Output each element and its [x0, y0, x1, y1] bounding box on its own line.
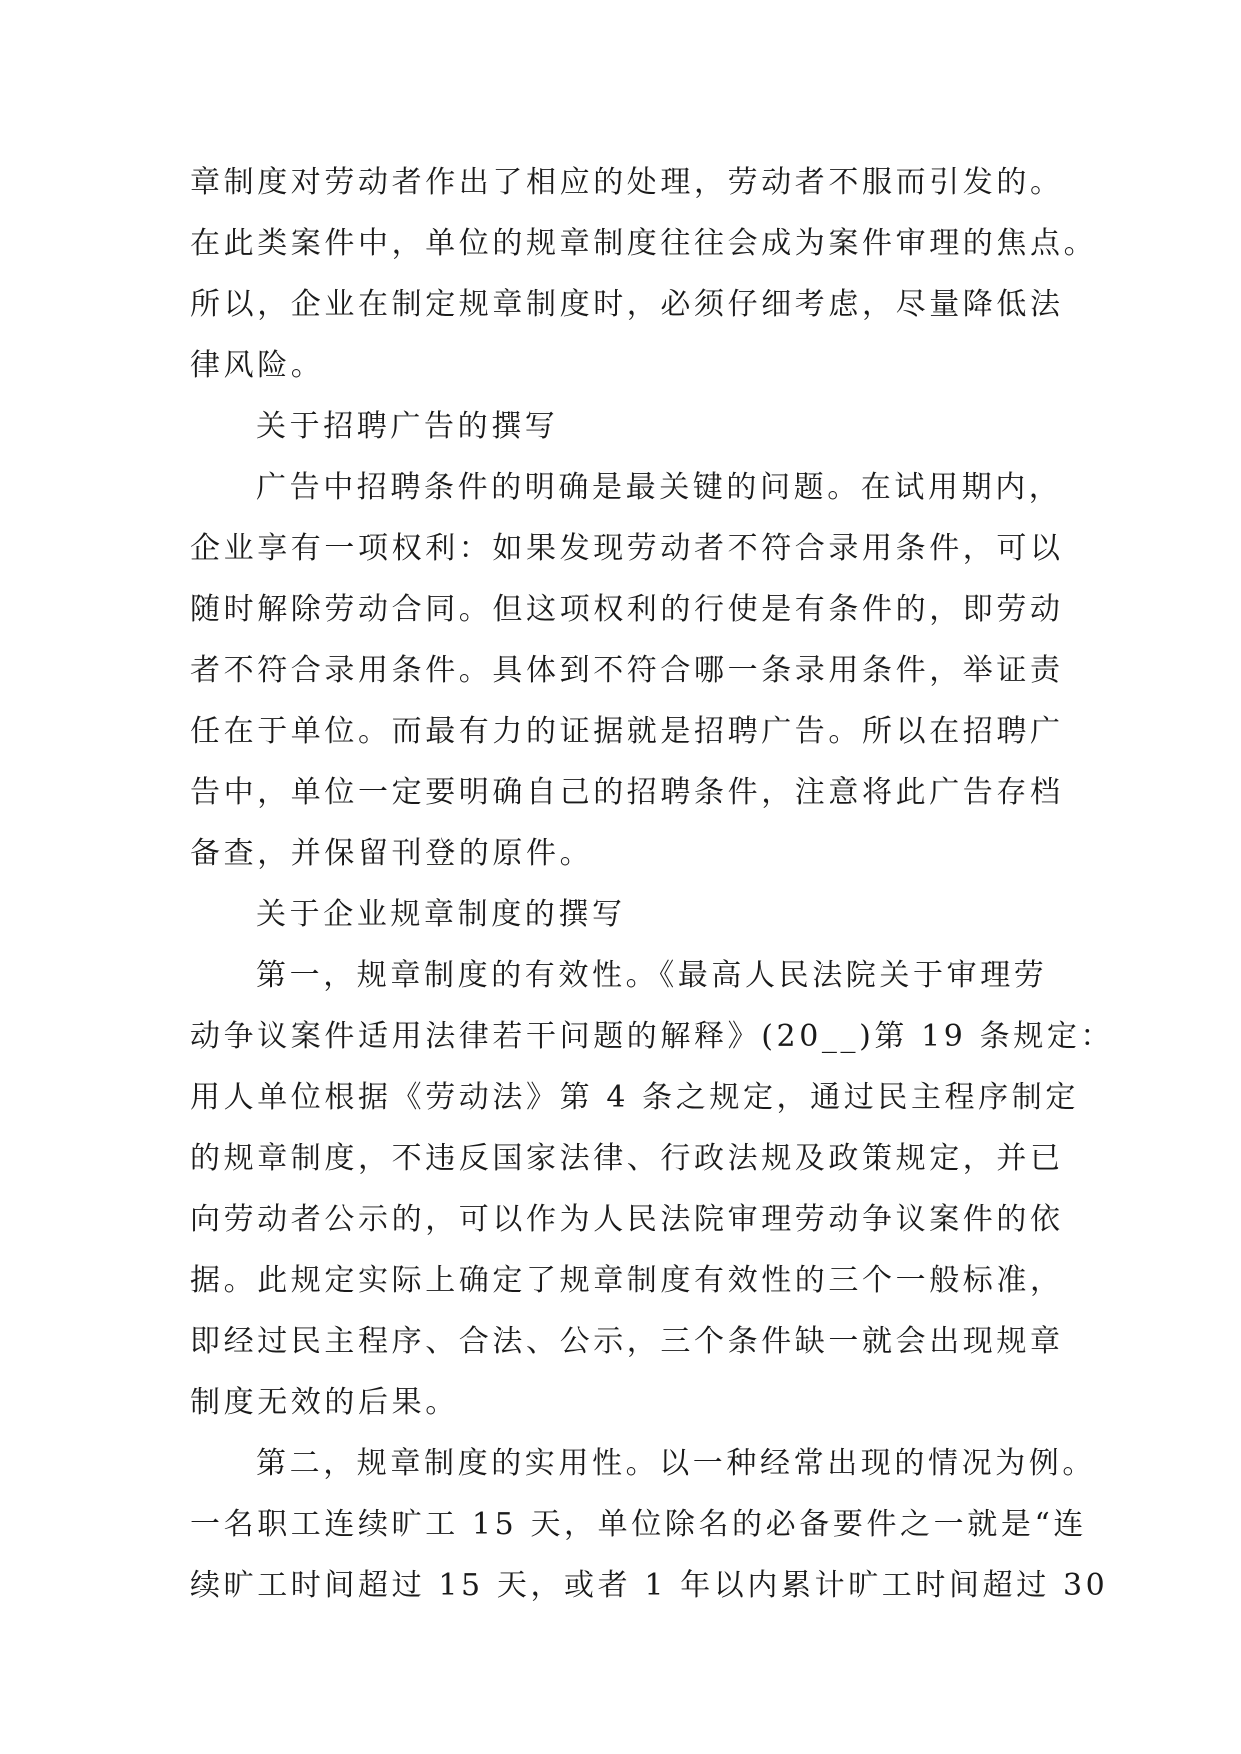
text-line: 任在于单位。而最有力的证据就是招聘广告。所以在招聘广 [190, 714, 1064, 749]
text-line: 在此类案件中，单位的规章制度往往会成为案件审理的焦点。 [190, 226, 1098, 261]
text-line: 者不符合录用条件。具体到不符合哪一条录用条件，举证责 [190, 653, 1064, 688]
document-body [190, 152, 1115, 1616]
text-line: 备查，并保留刊登的原件。 [190, 836, 594, 871]
text-line: 律风险。 [190, 348, 325, 383]
paragraph-start-line: 关于企业规章制度的撰写 [256, 897, 626, 932]
text-line: 一名职工连续旷工 15 天，单位除名的必备要件之一就是“连 [190, 1507, 1087, 1542]
text-line: 即经过民主程序、合法、公示，三个条件缺一就会出现规章 [190, 1324, 1064, 1359]
text-line: 企业享有一项权利：如果发现劳动者不符合录用条件，可以 [190, 531, 1064, 566]
text-line: 用人单位根据《劳动法》第 4 条之规定，通过民主程序制定 [190, 1080, 1079, 1115]
paragraph-start-line: 第二，规章制度的实用性。以一种经常出现的情况为例。 [256, 1446, 1096, 1481]
text-line: 向劳动者公示的，可以作为人民法院审理劳动争议案件的依 [190, 1202, 1064, 1237]
text-line: 续旷工时间超过 15 天，或者 1 年以内累计旷工时间超过 30 [190, 1568, 1109, 1603]
text-line: 告中，单位一定要明确自己的招聘条件，注意将此广告存档 [190, 775, 1064, 810]
paragraph-start-line: 第一，规章制度的有效性。《最高人民法院关于审理劳 [256, 958, 1048, 993]
paragraph-start-line: 关于招聘广告的撰写 [256, 409, 559, 444]
text-line: 制度无效的后果。 [190, 1385, 459, 1420]
text-line: 所以，企业在制定规章制度时，必须仔细考虑，尽量降低法 [190, 287, 1064, 322]
text-line: 的规章制度，不违反国家法律、行政法规及政策规定，并已 [190, 1141, 1064, 1176]
text-line: 动争议案件适用法律若干问题的解释》(20__)第 19 条规定： [190, 1019, 1115, 1054]
paragraph-start-line: 广告中招聘条件的明确是最关键的问题。在试用期内， [256, 470, 1063, 505]
text-line: 据。此规定实际上确定了规章制度有效性的三个一般标准， [190, 1263, 1064, 1298]
text-line: 随时解除劳动合同。但这项权利的行使是有条件的，即劳动 [190, 592, 1064, 627]
text-line: 章制度对劳动者作出了相应的处理，劳动者不服而引发的。 [190, 165, 1064, 200]
